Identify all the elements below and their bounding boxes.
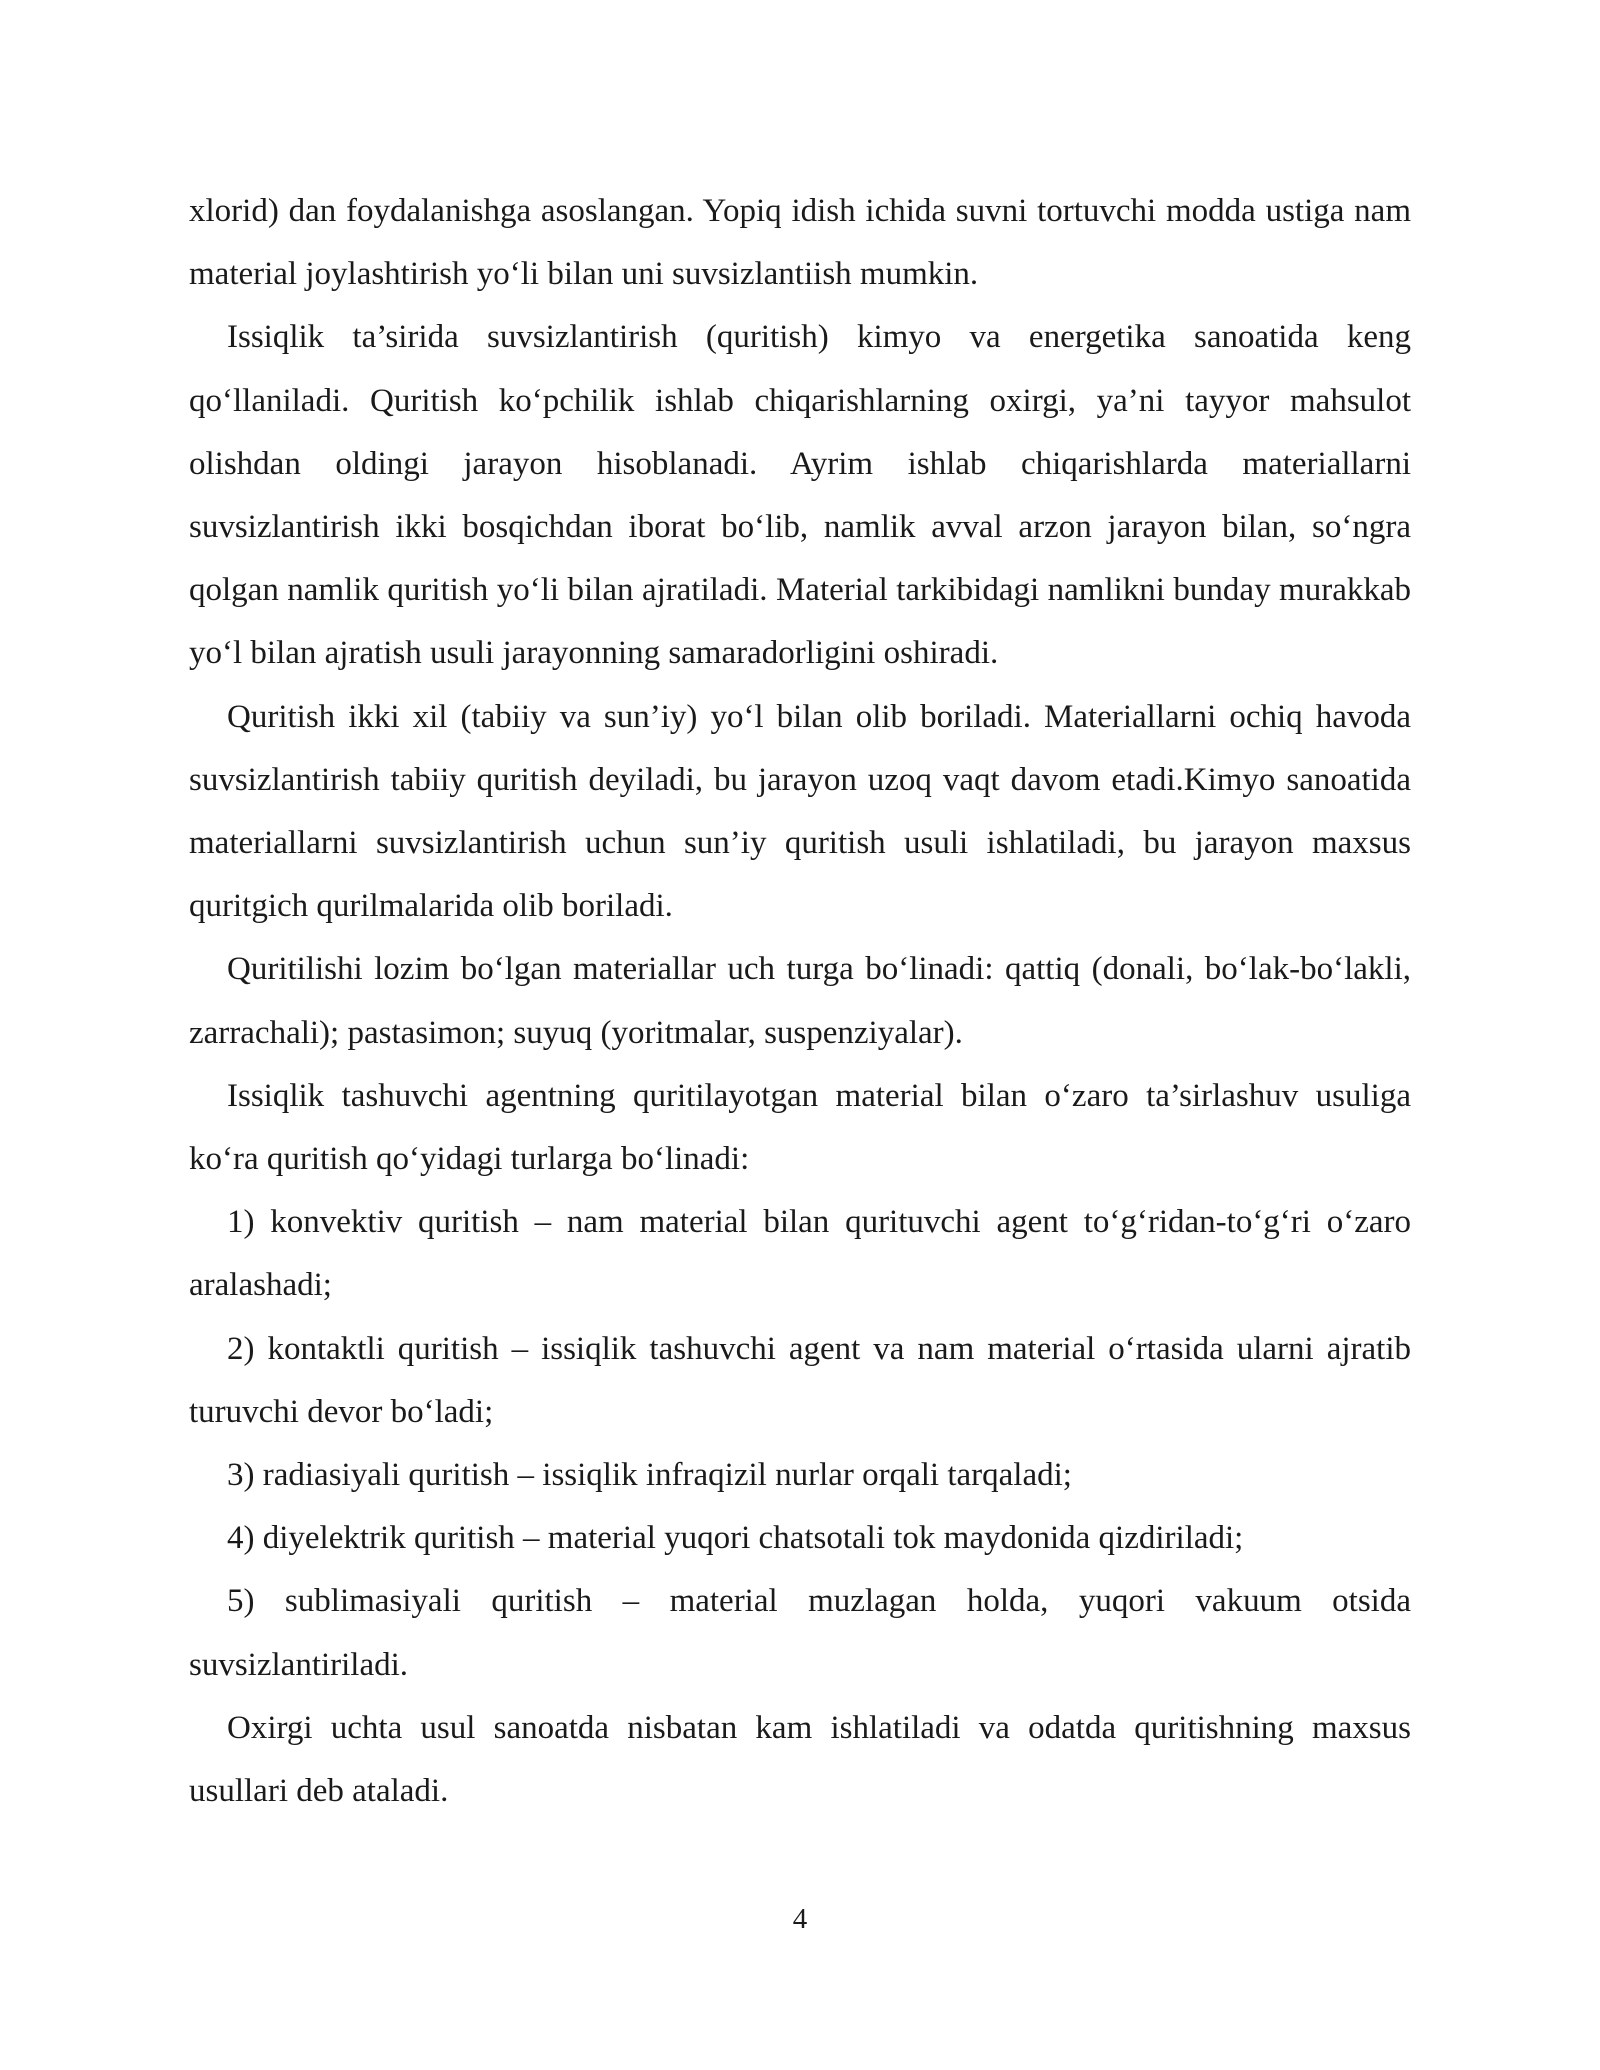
list-item-contact: 2) kontaktli quritish – issiqlik tashuvchi agent va nam material o‘rtasida ularni ajratib turuvchi devor bo‘ladi; <box>189 1330 1411 1430</box>
paragraph-drying-types: Quritish ikki xil (tabiiy va sun’iy) yo‘l bilan olib boriladi. Materiallarni ochiq havoda suvsizlantirish tabiiy quritish deyiladi, bu jarayon uzoq vaqt davom etadi.Kimyo sanoatida materiallarni suvsizlantirish uchun sun’iy quritish usuli ishlatiladi, bu jarayon maxsus quritgich qurilmalarida olib boriladi. <box>189 698 1411 925</box>
list-item-dielectric: 4) diyelektrik quritish – material yuqori chatsotali tok maydonida qizdiriladi; <box>227 1520 1244 1557</box>
list-item-sublimation: 5) sublimasiyali quritish – material muzlagan holda, yuqori vakuum otsida suvsizlantiriladi. <box>189 1583 1411 1683</box>
paragraph-conclusion: Oxirgi uchta usul sanoatda nisbatan kam ishlatiladi va odatda quritishning maxsus usullari deb ataladi. <box>189 1709 1411 1810</box>
body-text <box>189 180 1411 1823</box>
paragraph-classification: Issiqlik tashuvchi agentning quritilayotgan material bilan o‘zaro ta’sirlashuv usuliga ko‘ra quritish qo‘yidagi turlarga bo‘linadi: <box>189 1077 1411 1178</box>
paragraph-drying-intro: Issiqlik ta’sirida suvsizlantirish (quritish) kimyo va energetika sanoatida keng qo‘llaniladi. Quritish ko‘pchilik ishlab chiqarishlarning oxirgi, ya’ni tayyor mahsulot olishdan oldingi jarayon hisoblanadi. Ayrim ishlab chiqarishlarda materiallarni suvsizlantirish ikki bosqichdan iborat bo‘lib, namlik avval arzon jarayon bilan, so‘ngra qolgan namlik quritish yo‘li bilan ajratiladi. Material tarkibidagi namlikni bunday murakkab yo‘l bilan ajratish usuli jarayonning samaradorligini oshiradi. <box>189 319 1411 672</box>
paragraph-continued: xlorid) dan foydalanishga asoslangan. Yopiq idish ichida suvni tortuvchi modda ustiga nam material joylashtirish yo‘li bilan uni suvsizlantiish mumkin. <box>189 193 1411 293</box>
page-number: 4 <box>792 1903 808 1935</box>
list-item-radiation: 3) radiasiyali quritish – issiqlik infraqizil nurlar orqali tarqaladi; <box>227 1457 1072 1494</box>
paragraph-material-types: Quritilishi lozim bo‘lgan materiallar uch turga bo‘linadi: qattiq (donali, bo‘lak-bo‘lakli, zarrachali); pastasimon; suyuq (yoritmalar, suspenziyalar). <box>189 951 1411 1051</box>
list-item-convective: 1) konvektiv quritish – nam material bilan qurituvchi agent to‘g‘ridan-to‘g‘ri o‘zaro aralashadi; <box>189 1204 1411 1304</box>
